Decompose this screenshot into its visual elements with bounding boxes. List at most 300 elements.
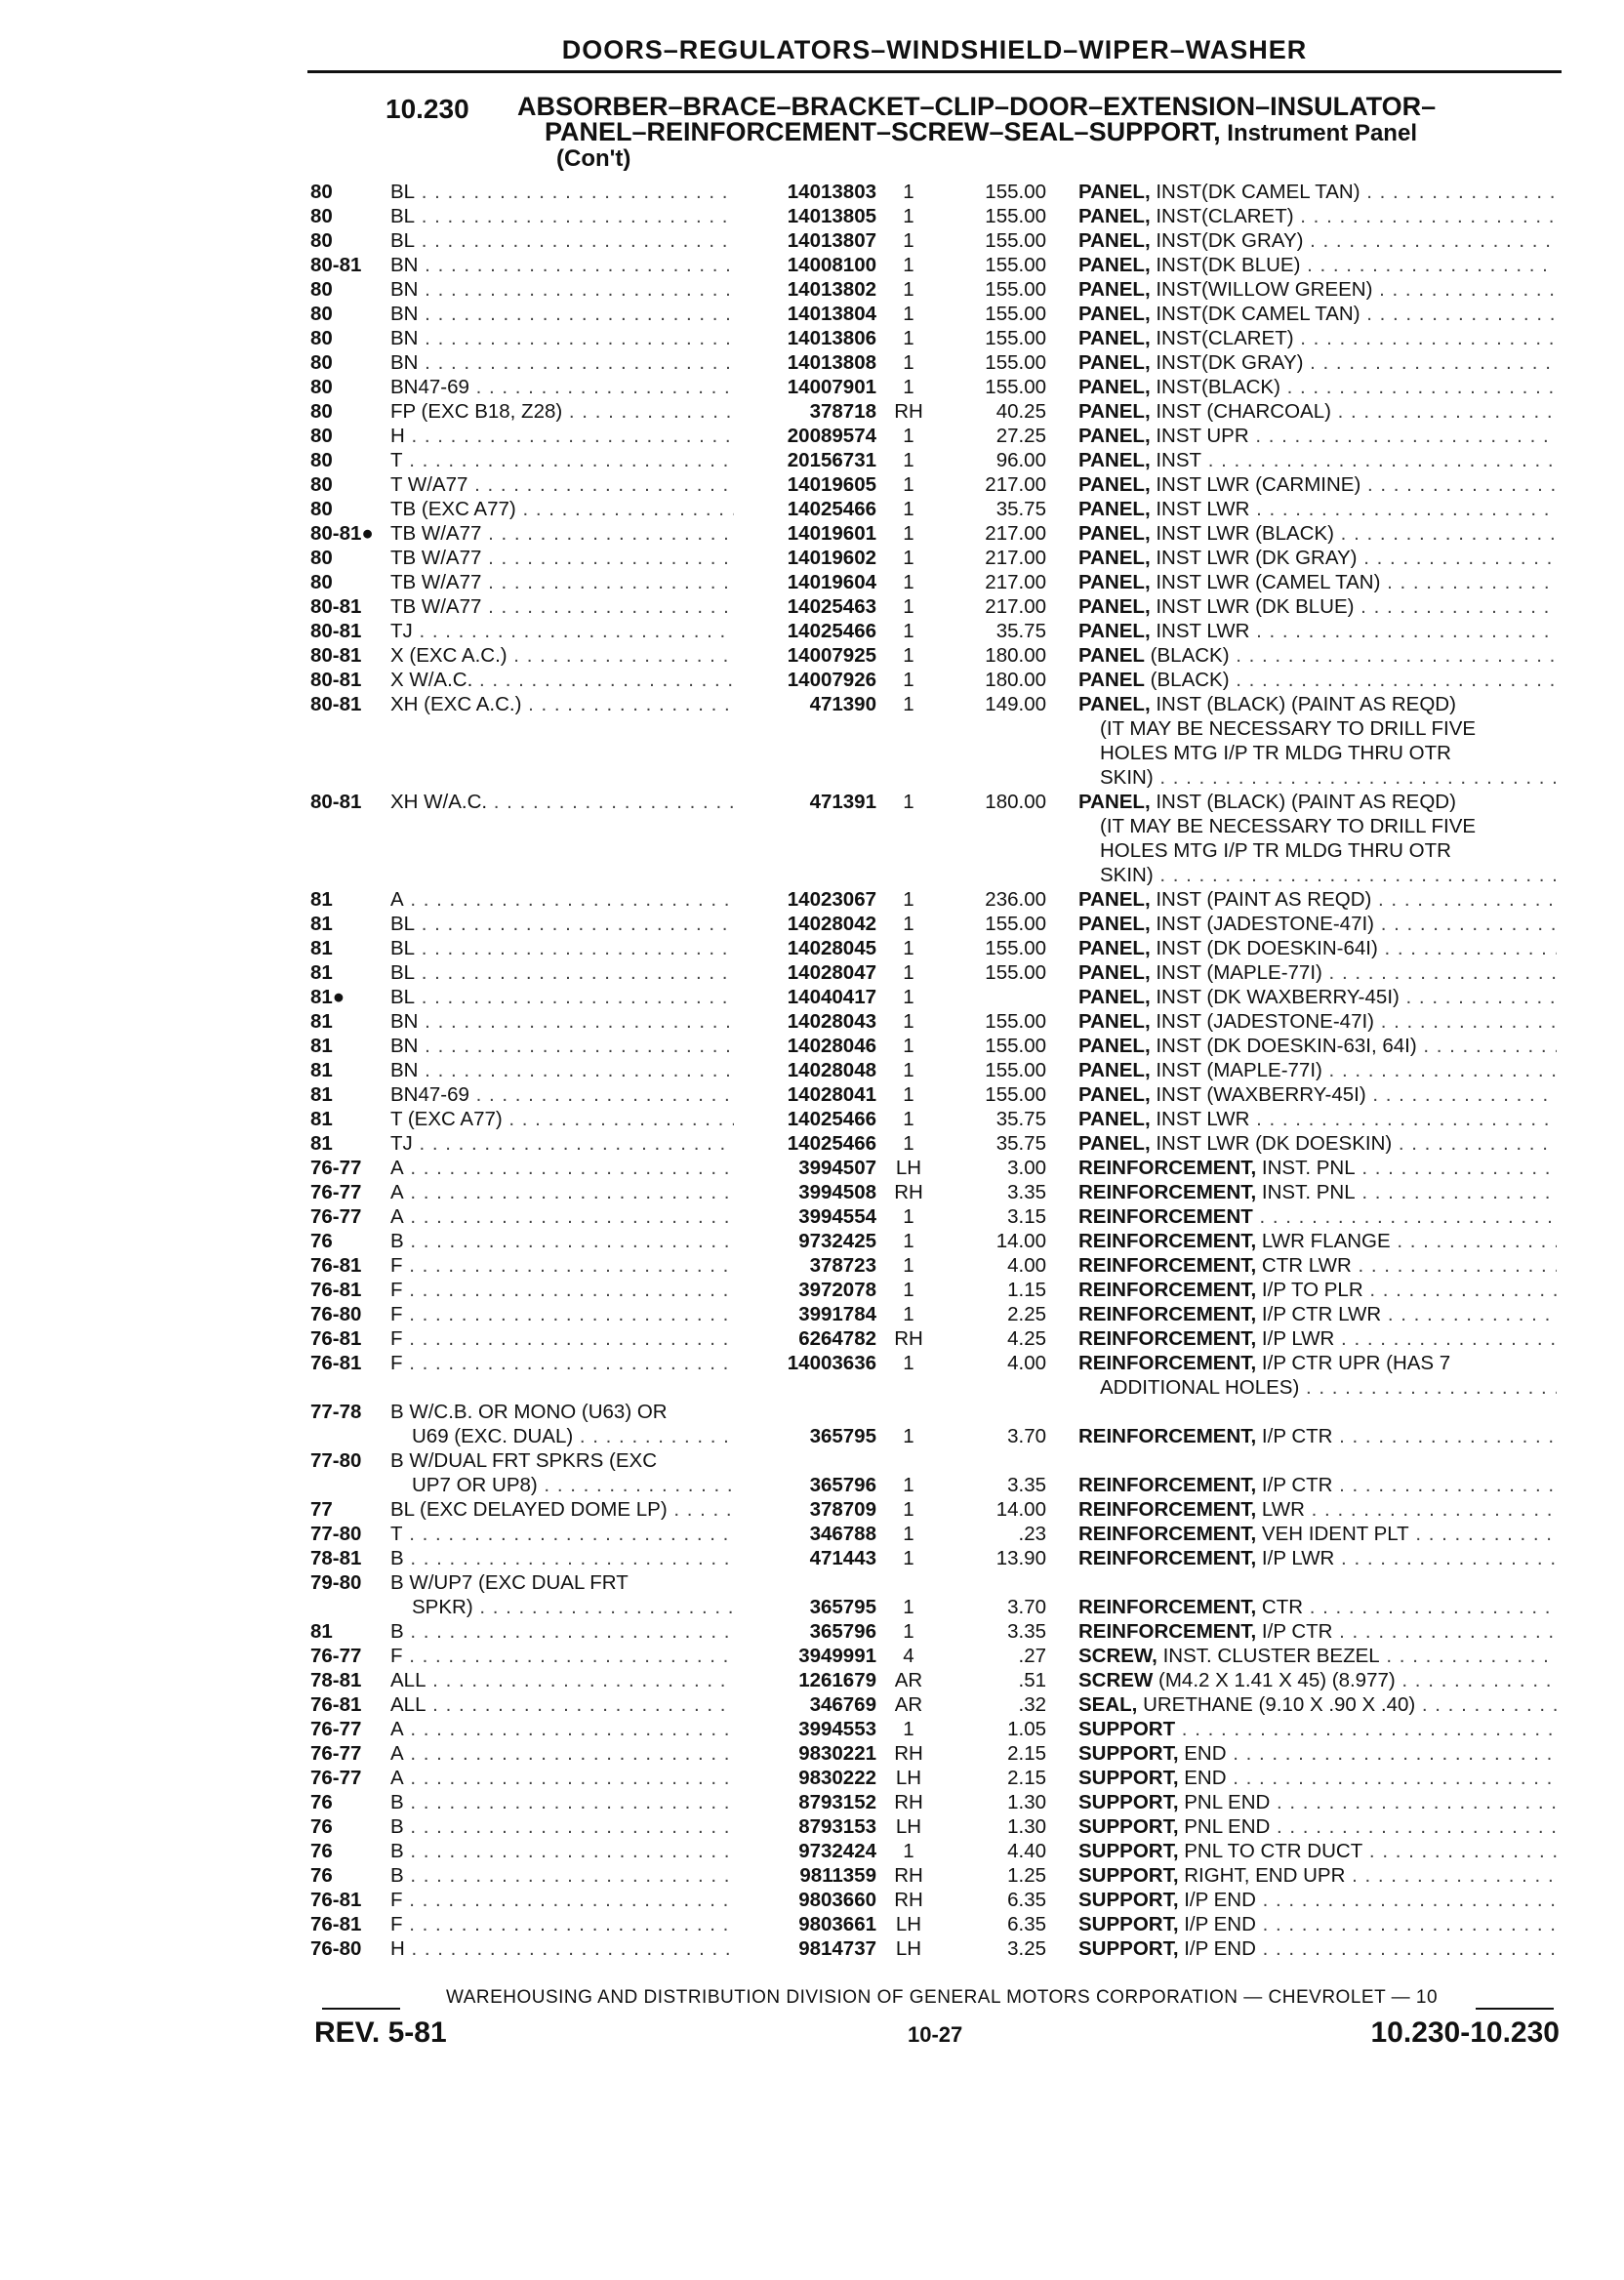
part-name: PANEL, [1078,303,1151,325]
price: 6.35 [1007,1913,1046,1935]
table-row [0,521,1624,546]
part-description [1078,1302,1557,1326]
table-row [0,936,1624,960]
model-key: A . . . [390,1741,734,1766]
model-year: 76 [310,1815,333,1838]
model-year: 76-81 [310,1279,362,1301]
model-key: F . . . [390,1888,734,1912]
model-key: A . . . [390,1180,734,1204]
model-key: TB W/A77 . . . [390,546,734,570]
part-name: REINFORCEMENT, [1078,1279,1257,1301]
part-number: 471443 [809,1547,876,1569]
model-year: 80-81 [310,595,362,618]
model-year: 80-81 [310,254,362,276]
table-row [0,1912,1624,1936]
quantity: 1 [903,376,914,398]
table-row [0,741,1624,765]
table-row [0,643,1624,668]
quantity: 1 [903,1035,914,1057]
part-number: 14019601 [787,522,876,545]
table-row [0,204,1624,228]
quantity: RH [894,400,923,423]
part-description [1078,1156,1557,1180]
quantity: 1 [903,693,914,715]
model-key: U69 (EXC. DUAL) . . . [390,1424,734,1448]
part-description [1078,1009,1557,1034]
part-number: 3972078 [798,1279,876,1301]
quantity: 1 [903,644,914,667]
model-key: T . . . [390,1522,734,1546]
footer-rule-right [1476,2008,1554,2010]
price: 155.00 [985,1083,1046,1106]
model-year: 80 [310,498,333,520]
part-description [1078,521,1557,546]
part-detail: PNL END [1178,1791,1271,1813]
model-year: 80 [310,473,333,496]
part-name: SUPPORT, [1078,1815,1179,1838]
model-key: BL . . . [390,912,734,936]
model-year: 76 [310,1864,333,1887]
part-name: PANEL, [1078,400,1151,423]
part-number: 378718 [809,400,876,423]
table-row [0,1619,1624,1644]
table-row [0,472,1624,497]
part-description [1078,1741,1557,1766]
table-row [0,1570,1624,1595]
part-name: PANEL, [1078,181,1151,203]
model-key: BL . . . [390,936,734,960]
model-key: F . . . [390,1278,734,1302]
model-year: 76 [310,1230,333,1252]
part-number: 14019605 [787,473,876,496]
footer-rule-left [322,2008,400,2010]
part-number: 9830221 [798,1742,876,1765]
part-description [1078,1107,1557,1131]
table-row [0,863,1624,887]
price: 180.00 [985,644,1046,667]
model-year: 80 [310,181,333,203]
price: 217.00 [985,571,1046,593]
description-continuation: (IT MAY BE NECESSARY TO DRILL FIVE [1100,815,1477,837]
table-row [0,838,1624,863]
model-key: UP7 OR UP8) . . . [390,1473,734,1497]
table-row [0,1375,1624,1400]
part-name: PANEL, [1078,961,1151,984]
model-key: BN . . . [390,326,734,350]
model-key: B W/DUAL FRT SPKRS (EXC [390,1449,658,1472]
part-name: PANEL, [1078,937,1151,959]
model-key: F . . . [390,1253,734,1278]
model-key: BL . . . [390,204,734,228]
model-year: 76-77 [310,1181,362,1203]
quantity: 1 [903,1059,914,1081]
part-name: PANEL, [1078,620,1151,642]
part-detail: INST LWR (DK DOESKIN) [1150,1132,1393,1155]
model-key: BN . . . [390,350,734,375]
part-detail: INST (MAPLE-77I) [1150,961,1322,984]
table-row [0,960,1624,985]
part-detail: I/P LWR [1256,1327,1335,1350]
table-row [0,985,1624,1009]
price: 3.00 [1007,1157,1046,1179]
part-detail: INST LWR (CAMEL TAN) [1150,571,1381,593]
model-year: 80-81● [310,522,374,545]
part-detail: INST (DK DOESKIN-64I) [1150,937,1378,959]
quantity: 1 [903,498,914,520]
model-key: BN47-69 . . . [390,375,734,399]
part-name: PANEL, [1078,205,1151,227]
price: 155.00 [985,303,1046,325]
part-detail: (BLACK) [1144,644,1230,667]
part-number: 9803660 [798,1889,876,1911]
table-row [0,1936,1624,1961]
model-key: BN . . . [390,302,734,326]
quantity: RH [894,1864,923,1887]
table-row [0,887,1624,912]
part-number: 14019602 [787,547,876,569]
part-number: 14028045 [787,937,876,959]
part-number: 8793152 [798,1791,876,1813]
quantity: 1 [903,1547,914,1569]
price: 4.40 [1007,1840,1046,1862]
model-year: 80-81 [310,669,362,691]
price: 155.00 [985,1010,1046,1033]
price: 217.00 [985,595,1046,618]
part-detail: I/P CTR UPR (HAS 7 [1256,1352,1451,1374]
part-detail: LWR [1256,1498,1305,1521]
part-description [1078,1839,1557,1863]
quantity: 1 [903,1254,914,1277]
part-description [1078,1082,1557,1107]
table-row [0,350,1624,375]
table-row [0,1546,1624,1570]
part-description [1078,668,1557,692]
model-key: TJ . . . [390,1131,734,1156]
table-row [0,1595,1624,1619]
model-key: B . . . [390,1229,734,1253]
part-detail: INST(BLACK) [1150,376,1280,398]
price: 35.75 [995,1132,1046,1155]
price: 27.25 [995,425,1046,447]
model-year: 76 [310,1840,333,1862]
part-detail: I/P CTR [1256,1620,1333,1643]
part-number: 3994553 [798,1718,876,1740]
part-name: PANEL, [1078,913,1151,935]
quantity: 1 [903,620,914,642]
model-year: 76-80 [310,1303,362,1325]
part-description [1078,936,1557,960]
quantity: 1 [903,522,914,545]
table-row [0,1473,1624,1497]
table-row [0,1180,1624,1204]
part-number: 365795 [809,1425,876,1447]
model-year: 80 [310,376,333,398]
part-description [1078,1692,1557,1717]
part-number: 1261679 [798,1669,876,1691]
table-row [0,1888,1624,1912]
part-number: 14013803 [787,181,876,203]
model-year: 76-81 [310,1254,362,1277]
model-key: BN . . . [390,1034,734,1058]
part-number: 378709 [809,1498,876,1521]
table-row [0,253,1624,277]
table-row [0,1082,1624,1107]
price: 217.00 [985,547,1046,569]
part-name: SUPPORT, [1078,1913,1179,1935]
price: 35.75 [995,1108,1046,1130]
part-description [1078,619,1557,643]
price: 1.25 [1007,1864,1046,1887]
part-description [1078,692,1557,716]
price: 1.05 [1007,1718,1046,1740]
quantity: 1 [903,669,914,691]
price: 35.75 [995,620,1046,642]
model-key: XH (EXC A.C.) . . . [390,692,734,716]
table-row [0,692,1624,716]
part-description [1078,1912,1557,1936]
quantity: 1 [903,327,914,349]
part-number: 471391 [809,791,876,813]
table-row [0,1400,1624,1424]
table-row [0,546,1624,570]
price: 155.00 [985,278,1046,301]
part-name: PANEL, [1078,376,1151,398]
part-number: 14028047 [787,961,876,984]
part-name: PANEL, [1078,547,1151,569]
table-row [0,277,1624,302]
price: 217.00 [985,522,1046,545]
quantity: 1 [903,1840,914,1862]
price: 236.00 [985,888,1046,911]
part-description [1078,1229,1557,1253]
model-key: F . . . [390,1351,734,1375]
quantity: 1 [903,1205,914,1228]
quantity: 1 [903,1303,914,1325]
quantity: 1 [903,547,914,569]
part-detail: (BLACK) [1144,669,1230,691]
table-row [0,1668,1624,1692]
model-key: BN47-69 . . . [390,1082,734,1107]
model-key: A . . . [390,887,734,912]
description-continuation: ADDITIONAL HOLES) . . . [1078,1375,1557,1400]
part-description [1078,1619,1557,1644]
part-description [1078,790,1557,814]
part-detail: INST (JADESTONE-47I) [1150,913,1374,935]
part-description [1078,1546,1557,1570]
part-detail: INST (WAXBERRY-45I) [1150,1083,1366,1106]
model-year: 80 [310,303,333,325]
table-row [0,326,1624,350]
table-row [0,1058,1624,1082]
model-year: 76-81 [310,1889,362,1911]
part-description [1078,228,1557,253]
table-row [0,1131,1624,1156]
model-key: TB W/A77 . . . [390,594,734,619]
part-name: REINFORCEMENT, [1078,1327,1257,1350]
model-year: 81 [310,961,333,984]
price: 217.00 [985,473,1046,496]
price: 14.00 [995,1230,1046,1252]
part-description [1078,643,1557,668]
part-number: 9803661 [798,1913,876,1935]
description-continuation: SKIN) . . . [1078,863,1557,887]
section-title-line1: ABSORBER–BRACE–BRACKET–CLIP–DOOR–EXTENSION–INSULATOR– [517,92,1437,121]
section-title [517,94,1542,172]
model-key: TJ . . . [390,619,734,643]
part-description [1078,1180,1557,1204]
quantity: 1 [903,254,914,276]
part-name: REINFORCEMENT, [1078,1498,1257,1521]
quantity: LH [895,1157,922,1179]
model-key: B . . . [390,1863,734,1888]
part-number: 14013804 [787,303,876,325]
table-row [0,1692,1624,1717]
part-name: REINFORCEMENT, [1078,1157,1257,1179]
part-name: REINFORCEMENT, [1078,1181,1257,1203]
part-name: SUPPORT, [1078,1840,1179,1862]
part-name: REINFORCEMENT, [1078,1596,1257,1618]
model-key: BL . . . [390,228,734,253]
model-key: F . . . [390,1326,734,1351]
part-name: PANEL, [1078,571,1151,593]
part-detail: I/P END [1178,1889,1256,1911]
part-number: 3994508 [798,1181,876,1203]
part-number: 14013808 [787,351,876,374]
model-year: 80 [310,449,333,471]
part-number: 471390 [809,693,876,715]
model-key: B . . . [390,1619,734,1644]
part-description [1078,985,1557,1009]
model-year: 76-77 [310,1742,362,1765]
part-name: PANEL, [1078,327,1151,349]
part-number: 14013802 [787,278,876,301]
quantity: 1 [903,205,914,227]
quantity: 1 [903,1425,914,1447]
model-year: 81 [310,888,333,911]
price: 155.00 [985,376,1046,398]
model-key: BL . . . [390,985,734,1009]
part-number: 14013806 [787,327,876,349]
model-key: XH W/A.C. . . . [390,790,734,814]
quantity: 1 [903,1718,914,1740]
price: 180.00 [985,669,1046,691]
description-continuation: (IT MAY BE NECESSARY TO DRILL FIVE [1100,717,1477,740]
quantity: LH [895,1815,922,1838]
table-row [0,1156,1624,1180]
table-row [0,1107,1624,1131]
model-key: BL . . . [390,960,734,985]
part-detail: INST LWR (DK BLUE) [1150,595,1355,618]
section-title-line2 [517,119,1542,146]
table-row [0,1741,1624,1766]
table-row [0,1839,1624,1863]
quantity: RH [894,1791,923,1813]
price: 4.00 [1007,1352,1046,1374]
part-name: PANEL, [1078,791,1151,813]
model-year: 80 [310,278,333,301]
table-row [0,1204,1624,1229]
price: 6.35 [1007,1889,1046,1911]
model-year: 76-81 [310,1352,362,1374]
part-name: SUPPORT, [1078,1791,1179,1813]
section-title-line3: (Con't) [556,145,631,172]
quantity: 1 [903,1083,914,1106]
part-description [1078,399,1557,424]
model-year: 78-81 [310,1547,362,1569]
model-key: FP (EXC B18, Z28) . . . [390,399,734,424]
price: .51 [1018,1669,1046,1691]
price: 1.30 [1007,1815,1046,1838]
part-detail: INST(DK BLUE) [1150,254,1301,276]
price: 35.75 [995,498,1046,520]
part-description [1078,1644,1557,1668]
price: 3.70 [1007,1596,1046,1618]
model-year: 80 [310,327,333,349]
part-number: 6264782 [798,1327,876,1350]
table-row [0,1790,1624,1814]
part-detail: INST (PAINT AS REQD) [1150,888,1372,911]
model-key: BL (EXC DELAYED DOME LP) . . . [390,1497,734,1522]
part-number: 378723 [809,1254,876,1277]
quantity: 1 [903,791,914,813]
part-number: 3949991 [798,1645,876,1667]
quantity: 1 [903,913,914,935]
quantity: 1 [903,1132,914,1155]
table-row [0,1351,1624,1375]
part-detail: INST LWR (BLACK) [1150,522,1334,545]
part-name: PANEL, [1078,595,1151,618]
table-row [0,1278,1624,1302]
price: 155.00 [985,1035,1046,1057]
model-year: 77-80 [310,1523,362,1545]
price: 4.00 [1007,1254,1046,1277]
part-number: 14007926 [787,669,876,691]
table-row [0,448,1624,472]
part-description [1078,912,1557,936]
table-row [0,1253,1624,1278]
table-row [0,1522,1624,1546]
part-detail: LWR FLANGE [1256,1230,1391,1252]
quantity: 1 [903,181,914,203]
description-continuation: HOLES MTG I/P TR MLDG THRU OTR [1100,839,1451,862]
part-description [1078,448,1557,472]
part-detail: INST (CHARCOAL) [1150,400,1331,423]
part-name: PANEL [1078,669,1145,691]
model-year: 76-77 [310,1157,362,1179]
part-number: 14007901 [787,376,876,398]
price: 3.35 [1007,1620,1046,1643]
part-number: 365796 [809,1474,876,1496]
part-name: REINFORCEMENT, [1078,1425,1257,1447]
model-year: 80-81 [310,644,362,667]
part-description [1078,472,1557,497]
part-number: 3994507 [798,1157,876,1179]
price: .32 [1018,1693,1046,1716]
part-number: 9830222 [798,1767,876,1789]
part-name: PANEL, [1078,229,1151,252]
part-description [1078,1351,1557,1375]
table-row [0,570,1624,594]
part-detail: INST(DK GRAY) [1150,351,1304,374]
table-row [0,1766,1624,1790]
table-row [0,716,1624,741]
model-key: BN . . . [390,277,734,302]
part-name: SUPPORT, [1078,1742,1179,1765]
part-description [1078,1278,1557,1302]
model-year: 81 [310,1035,333,1057]
price: 155.00 [985,181,1046,203]
model-year: 80 [310,400,333,423]
